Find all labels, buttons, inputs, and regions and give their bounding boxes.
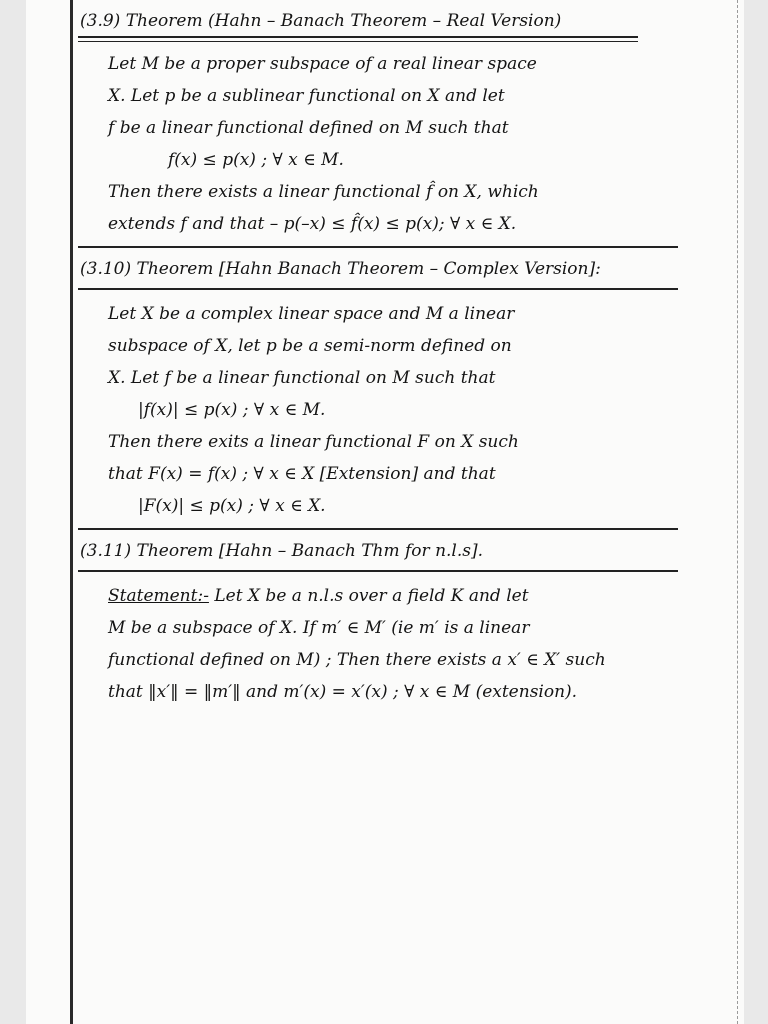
margin-line — [70, 0, 73, 1024]
text-line: Then there exists a linear functional f̂ on X, which — [108, 182, 539, 202]
text-line: functional defined on M) ; Then there exists a x′ ∈ X′ such — [108, 650, 606, 670]
statement-line — [78, 580, 738, 612]
title-underline — [78, 570, 678, 572]
section-title: (3.11) Theorem [Hahn – Banach Thm for n.l.s]. — [80, 541, 484, 561]
page-content — [78, 8, 738, 708]
section-divider — [78, 528, 678, 530]
text-line: Let M be a proper subspace of a real linear space — [108, 54, 537, 74]
text-line: f be a linear functional defined on M such that — [108, 118, 509, 138]
theorem-3-11 — [78, 538, 738, 708]
section-title: (3.10) Theorem [Hahn Banach Theorem – Complex Version]: — [80, 259, 601, 279]
text-line: extends f and that – p(–x) ≤ f̂(x) ≤ p(x); ∀ x ∈ X. — [108, 214, 517, 234]
title-underline — [78, 36, 638, 42]
section-divider — [78, 246, 678, 248]
text-line: X. Let f be a linear functional on M such that — [108, 368, 496, 388]
text-line: that F(x) = f(x) ; ∀ x ∈ X [Extension] and that — [108, 464, 496, 484]
text-line: subspace of X, let p be a semi-norm defined on — [108, 336, 512, 356]
statement-label: Statement:- — [108, 586, 209, 606]
formula-line: |F(x)| ≤ p(x) ; ∀ x ∈ X. — [138, 496, 326, 516]
formula-line: f(x) ≤ p(x) ; ∀ x ∈ M. — [168, 150, 344, 170]
text-line: M be a subspace of X. If m′ ∈ M′ (ie m′ is a linear — [108, 618, 530, 638]
text-line: Let X be a complex linear space and M a linear — [108, 304, 515, 324]
formula-line: |f(x)| ≤ p(x) ; ∀ x ∈ M. — [138, 400, 326, 420]
text-line: X. Let p be a sublinear functional on X and let — [108, 86, 505, 106]
notebook-page — [26, 0, 744, 1024]
theorem-3-9 — [78, 8, 738, 240]
text-segment: Let X be a n.l.s over a field K and let — [214, 586, 529, 606]
theorem-3-10 — [78, 256, 738, 522]
section-title: (3.9) Theorem (Hahn – Banach Theorem – Real Version) — [80, 11, 562, 31]
text-line: that ‖x′‖ = ‖m′‖ and m′(x) = x′(x) ; ∀ x ∈ M (extension). — [108, 682, 578, 702]
text-line: Then there exits a linear functional F on X such — [108, 432, 519, 452]
title-underline — [78, 288, 678, 290]
